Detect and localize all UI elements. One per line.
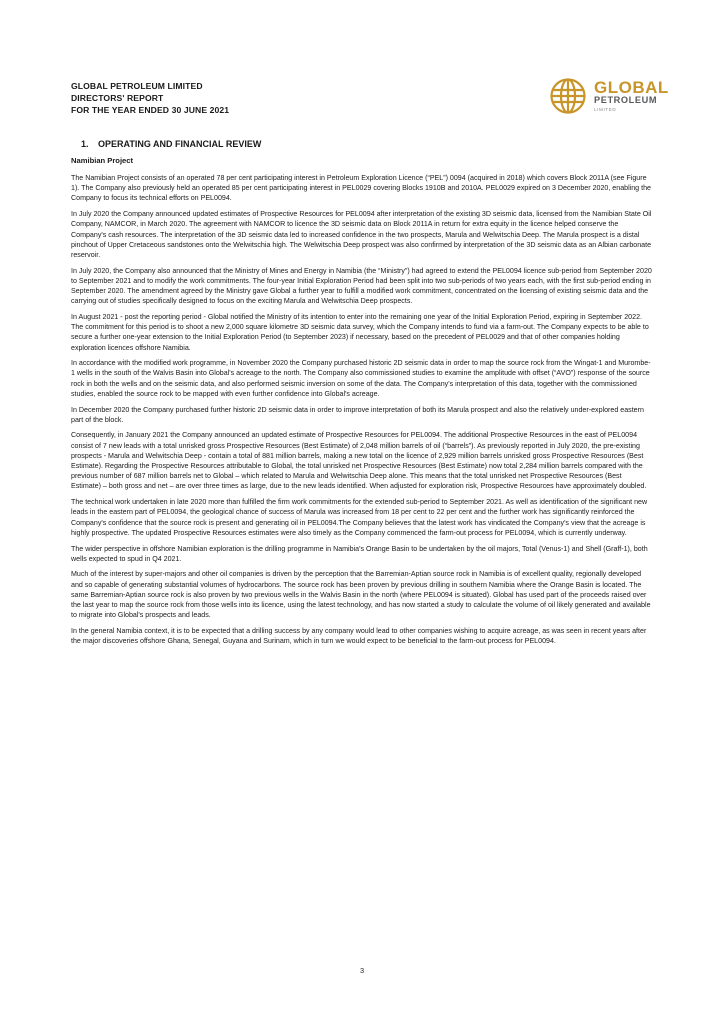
globe-icon [548, 76, 588, 116]
company-name: GLOBAL PETROLEUM LIMITED [71, 81, 203, 91]
page-number: 3 [359, 966, 365, 975]
paragraph: The technical work undertaken in late 2020 more than fulfilled the firm work commitments for the extended sub-period to September 2021. As well as identification of the significant new leads in the eastern part of PEL0094, the geological chance of success of Marula was increased from 18 per cent to 22 per cent and the further work has significantly reinforced the Company's confidence that the source rock is present and generating oil in PEL0094.The Company believes that the latest work has vindicated the Company's view that the acreage is highly prospective. The updated Prospective Resources estimates were also timely as the Company commenced the farm-out process for PEL0094, which is currently underway. [71, 498, 648, 537]
paragraph: Consequently, in January 2021 the Company announced an updated estimate of Prospective Resources for PEL0094. The additional Prospective Resources in the east of PEL0094 consist of 7 new leads with a total unrisked gross Prospective Resources (Best Estimate) of 2,048 million barrels of oil (“barrels”). As previously reported in July 2020, the pre-existing prospects - Marula and Welwitschia Deep - contain a total of 881 million barrels, making a new total on the licence of 2,929 million barrels unrisked gross Prospective Resources (Best Estimate). Regarding the Prospective Resources attributable to Global, the total unrisked net Prospective Resources (Best Estimate) now total 2,284 million barrels compared with the previous number of 687 million barrels net to Global – which related to Marula and Welwitschia Deep alone. This means that the total unrisked net Prospective Resources (Best Estimate) – both gross and net – are over three times as large, due to the new leads identified. When adjusted for exploration risk, Prospective Resources have approximately doubled. [71, 431, 647, 491]
paragraph: The Namibian Project consists of an operated 78 per cent participating interest in Petroleum Exploration Licence (“PEL”) 0094 (acquired in 2018) which covers Block 2011A (see Figure 1). The Company also previously held an operated 85 per cent participating interest in PEL0029 covering Blocks 1910B and 2010A. PEL0029 expired on 3 December 2020, enabling the Company to focus its technical efforts on PEL0094. [71, 174, 651, 203]
section-title: OPERATING AND FINANCIAL REVIEW [98, 139, 262, 149]
report-title: DIRECTORS' REPORT [71, 93, 164, 103]
paragraph: In July 2020, the Company also announced that the Ministry of Mines and Energy in Namibia (the “Ministry”) had agreed to extend the PEL0094 licence sub-period from September 2020 to September 2021 and to modify the work commitments. The four-year Initial Exploration Period had been split into two sub-periods of two years each, with the first sub-period ending in September 2020. The amendment agreed by the Ministry gave Global a further year to fulfill a modified work commitment, concentrated on the licensing of existing seismic data and the carrying out of studies specifically designed to focus on the exciting Marula and Welwitschia Deep prospects. [71, 266, 652, 306]
report-header [71, 80, 491, 116]
logo-word-limited: LIMITED [594, 107, 617, 112]
company-logo [548, 76, 708, 118]
paragraph: The wider perspective in offshore Namibian exploration is the drilling programme in Namibia's Orange Basin to be undertaken by the oil majors, Total (Venus-1) and Shell (Graff-1), both wells expected to spud in Q4 2021. [71, 544, 648, 563]
logo-word-global: GLOBAL [594, 78, 669, 97]
section-heading [81, 138, 653, 150]
paragraph: In the general Namibia context, it is to be expected that a drilling success by any company would lead to other companies wishing to acquire acreage, as was seen in recent years after the major discoveries offshore Ghana, Senegal, Guyana and Surinam, which in turn we would expect to be beneficial to the farm-out process for PEL0094. [71, 626, 647, 646]
logo-word-petroleum: PETROLEUM [594, 95, 658, 105]
subheading: Namibian Project [71, 156, 134, 165]
section-number: 1. [81, 139, 89, 149]
report-body [71, 138, 653, 652]
paragraph: Much of the interest by super-majors and other oil companies is driven by the perception that the Barremian-Aptian source rock in Namibia is of excellent quality, regionally developed and so capable of generating substantial volumes of hydrocarbons. The source rock has been proven by previous drilling in southern Namibia where the Orange Basin is located. The same Barremian-Aptian source rock is also proven by two previous wells in the Walvis Basin in the north (where PEL0094 is situated). Global has used part of the proceeds raised over the last year to map the source rock from those wells into its licence, using the latest technology, and has now started a study to calculate the volume of oil likely generated and available to migrate into Global's prospects and leads. [71, 570, 651, 620]
paragraph: In August 2021 - post the reporting period - Global notified the Ministry of its intention to enter into the remaining one year of the Initial Exploration Period, expiring in September 2022. The commitment for this period is to shoot a new 2,000 square kilometre 3D seismic data survey, which the Company intends to fund via a farm-out. The Company expects to be able to secure a further one-year extension to the Initial Exploration Period (to September 2023) if necessary, based on the precedent of PEL0029 and that of other companies holding exploration licences offshore Namibia. [71, 312, 649, 352]
report-period: FOR THE YEAR ENDED 30 JUNE 2021 [71, 105, 230, 115]
paragraph: In accordance with the modified work programme, in November 2020 the Company purchased historic 2D seismic data in order to map the source rock from the Wingat-1 and Murombe-1 wells in the south of the Walvis Basin into Global's acreage to the north. The Company also commissioned studies to examine the amplitude with offset (“AVO”) response of the source rock in both the wells and on the seismic data, and also performed seismic inversion on some of the data. The Company's interpretation of this data, together with the commissioned studies, enabled the source rock to be mapped with even further confidence into Global's acreage. [71, 359, 651, 398]
paragraph: In December 2020 the Company purchased further historic 2D seismic data in order to improve interpretation of both its Marula prospect and also the relatively under-explored eastern part of the block. [71, 405, 644, 424]
paragraph: In July 2020 the Company announced updated estimates of Prospective Resources for PEL0094 after interpretation of the existing 3D seismic data, licensed from the Namibian State Oil Company, NAMCOR, in March 2020. The agreement with NAMCOR to licence the 3D seismic data on Block 2011A in return for extra equity in the licence helped conserve the Company's cash resources. The interpretation of the 3D seismic data led to increased confidence in the two prospects, Marula and Welwitschia Deep. The Marula prospect is a distal pinchout of Upper Cretaceous sandstones onto the Welwitschia high. The Welwitschia Deep prospect was also confirmed by interpretation of the 3D seismic data as an Albian carbonate reservoir. [71, 210, 652, 259]
